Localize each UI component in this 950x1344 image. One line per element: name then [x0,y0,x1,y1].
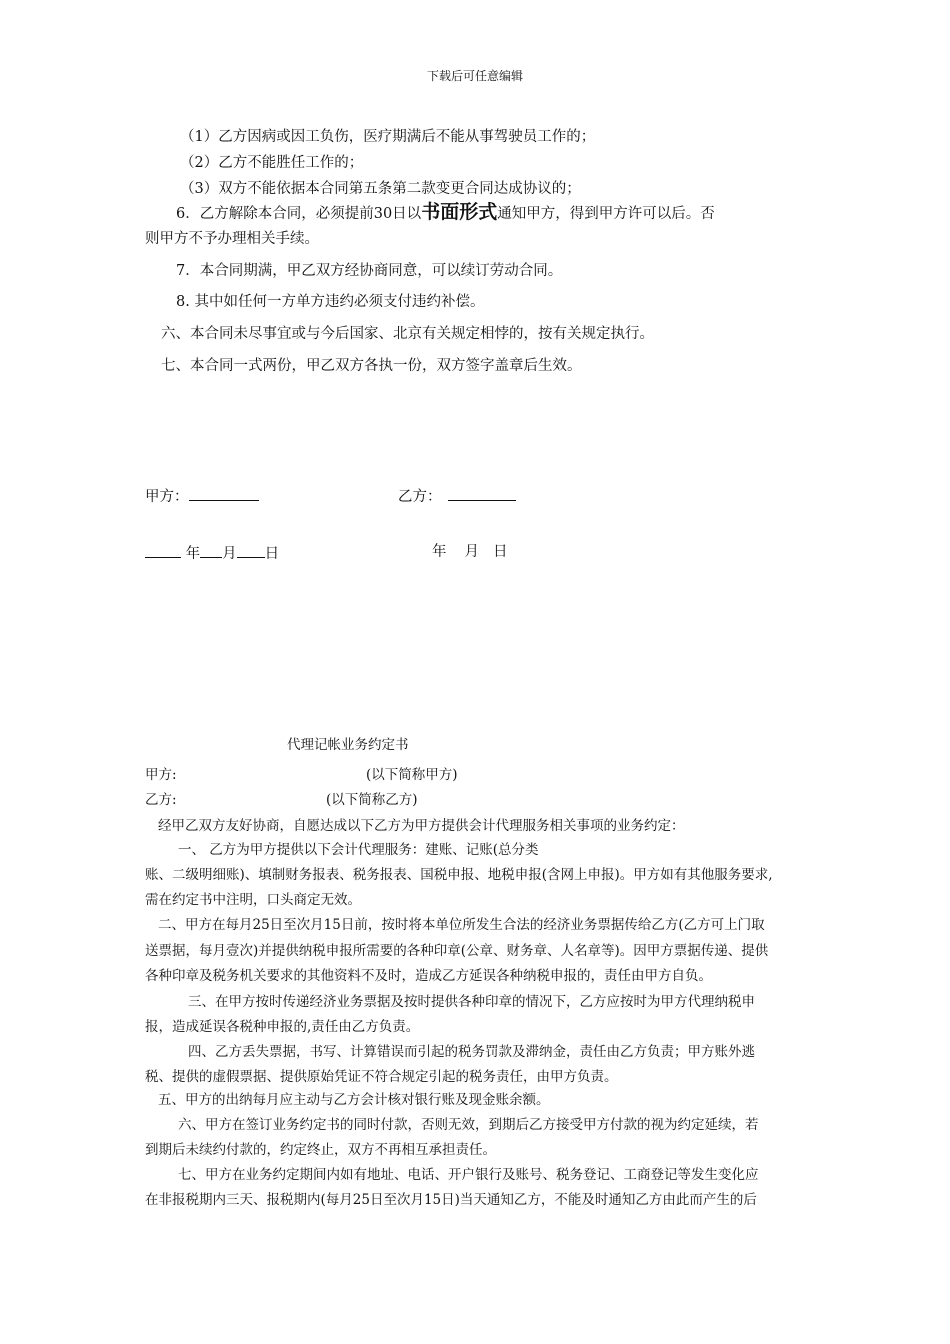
contract-item-7: 7．本合同期满，甲乙双方经协商同意，可以续订劳动合同。 [176,263,563,279]
agreement-clause-7-line-1: 七、甲方在业务约定期间内如有地址、电话、开户银行及账号、税务登记、工商登记等发生变化应 [178,1167,759,1183]
agreement-clause-2-line-1: 二、甲方在每月25日至次月15日前，按时将本单位所发生合法的经济业务票据传给乙方(乙方可上门取 [158,917,765,933]
signature-party-a-label: 甲方： [145,489,189,505]
agreement-clause-5: 五、甲方的出纳每月应主动与乙方会计核对银行账及现金账余额。 [158,1092,550,1108]
agreement-party-b-note: (以下简称乙方) [326,792,418,808]
agreement-clause-1-line-1: 一、 乙方为甲方提供以下会计代理服务：建账、记账(总分类 [178,842,539,858]
signature-date-a [145,543,279,563]
contract-item-5-sub-2: （2）乙方不能胜任工作的； [180,155,364,171]
agreement-clause-2-line-3: 各种印章及税务机关要求的其他资料不及时，造成乙方延误各种纳税申报的，责任由甲方自负。 [145,968,712,984]
contract-item-6-start: 6．乙方解除本合同，必须提前30日以 [176,206,422,222]
signature-date-b [432,543,508,561]
agreement-clause-2-line-2: 送票据，每月壹次)并提供纳税申报所需要的各种印章(公章、财务章、人名章等)。因甲方票据传递、提供 [145,943,769,959]
agreement-clause-1-line-2: 账、二级明细账)、填制财务报表、税务报表、国税申报、地税申报(含网上申报)。甲方如有其他服务要求, [145,867,773,883]
signature-party-a-line [189,486,259,501]
date-b-day: 日 [493,544,508,560]
signature-party-b [398,486,516,506]
agreement-party-b: 乙方: [145,792,177,808]
signature-party-a [145,486,259,506]
agreement-clause-1-line-3: 需在约定书中注明，口头商定无效。 [145,892,361,908]
agreement-party-a: 甲方: [145,767,177,783]
agreement-clause-4-line-2: 税、提供的虚假票据、提供原始凭证不符合规定引起的税务责任，由甲方负责。 [145,1069,618,1085]
contract-item-5-sub-1: （1）乙方因病或因工负伤，医疗期满后不能从事驾驶员工作的； [180,129,596,145]
date-a-year: 年 [185,546,201,562]
agreement-clause-6-line-1: 六、甲方在签订业务约定书的同时付款，否则无效，到期后乙方接受甲方付款的视为约定延续，若 [178,1117,759,1133]
date-b-month: 月 [464,544,479,560]
contract-item-6 [176,203,715,223]
agreement-intro: 经甲乙双方友好协商，自愿达成以下乙方为甲方提供会计代理服务相关事项的业务约定： [158,818,685,834]
contract-clause-7: 七、本合同一式两份，甲乙双方各执一份，双方签字盖章后生效。 [161,358,582,374]
page-header: 下载后可任意编辑 [426,69,523,83]
contract-clause-6: 六、本合同未尽事宜或与今后国家、北京有关规定相悖的，按有关规定执行。 [161,326,654,342]
agreement-clause-6-line-2: 到期后未续约付款的，约定终止，双方不再相互承担责任。 [145,1142,496,1158]
agreement-clause-3-line-1: 三、在甲方按时传递经济业务票据及按时提供各种印章的情况下，乙方应按时为甲方代理纳税申 [188,994,755,1010]
agreement-clause-3-line-2: 报，造成延误各税种申报的,责任由乙方负责。 [145,1019,420,1035]
date-a-month: 月 [222,546,237,562]
agreement-clause-4-line-1: 四、乙方丢失票据，书写、计算错误而引起的税务罚款及滞纳金，责任由乙方负责；甲方账外逃 [188,1044,755,1060]
contract-item-6-cont: 则甲方不予办理相关手续。 [145,231,319,247]
date-a-month-line [200,543,222,558]
contract-item-6-end: 通知甲方，得到甲方许可以后。否 [497,206,715,222]
date-b-year: 年 [432,544,447,560]
contract-item-6-emphasis: 书面形式 [421,201,498,223]
contract-item-8: 8. 其中如任何一方单方违约必须支付违约补偿。 [176,294,485,310]
agreement-party-a-note: (以下简称甲方) [366,767,458,783]
contract-item-5-sub-3: （3）双方不能依据本合同第五条第二款变更合同达成协议的； [180,181,581,197]
signature-party-b-label: 乙方： [398,489,442,505]
date-a-day: 日 [264,546,280,562]
date-a-year-line [145,543,181,558]
agreement-clause-7-line-2: 在非报税期内三天、报税期内(每月25日至次月15日)当天通知乙方，不能及时通知乙方由此而产生的后 [145,1192,757,1208]
agreement-title: 代理记帐业务约定书 [287,737,409,753]
signature-party-b-line [448,486,516,501]
date-a-day-line [237,543,265,558]
